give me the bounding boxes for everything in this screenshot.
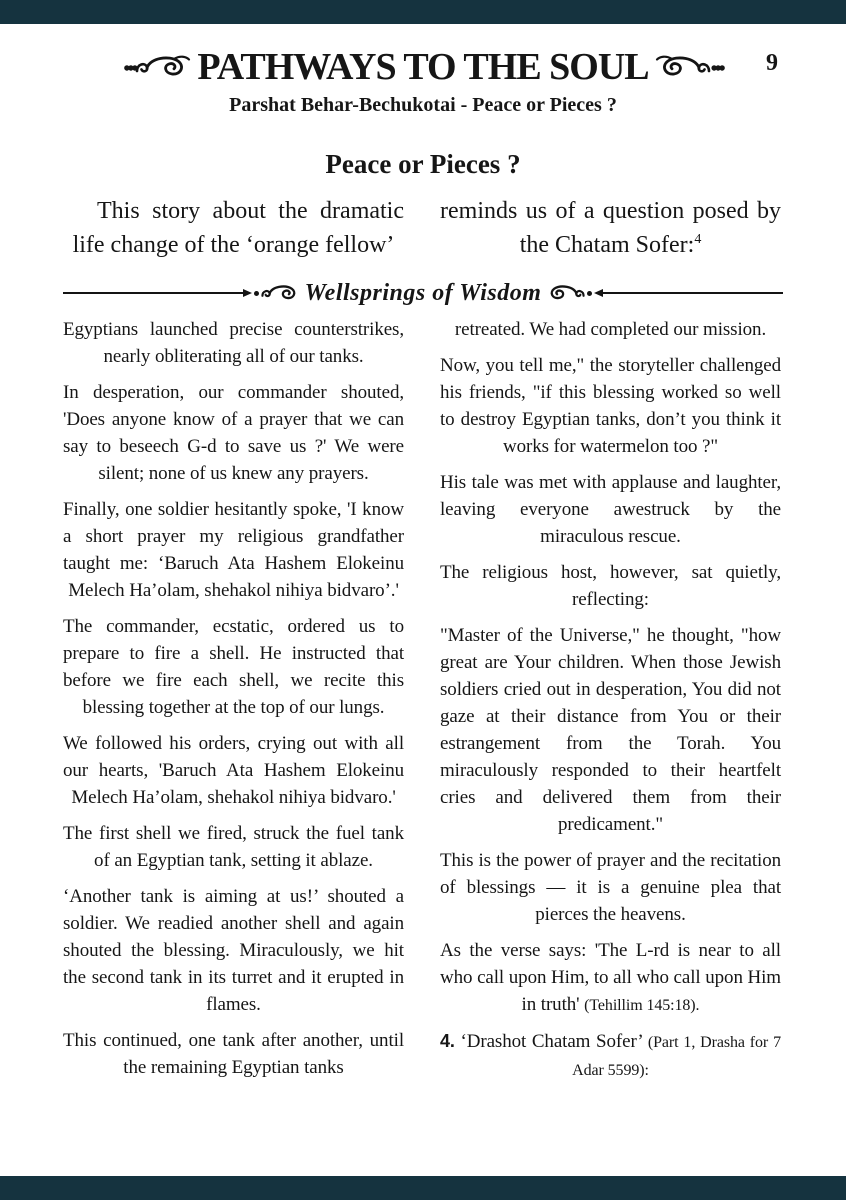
footnote-paragraph <box>440 1028 781 1084</box>
story-paragraph: "Master of the Universe," he thought, "how great are Your children. When those Jewish soldiers cried out in desperation, You did not gaze at their distance from You or their estrangement from the Torah. You miraculously responded to their heartfelt cries and delivered them from their predicament." <box>440 625 781 835</box>
flourish-dots-icon <box>123 56 135 79</box>
story-paragraph: This is the power of prayer and the recitation of blessings — it is a genuine plea that pierces the heavens. <box>440 850 781 925</box>
story-paragraph: Now, you tell me," the storyteller challenged his friends, "if this blessing worked so well to destroy Egyptian tanks, don’t you think it works for watermelon too ?" <box>440 355 781 457</box>
intro-right-paragraph <box>440 194 781 262</box>
page-top-edge <box>0 0 846 24</box>
divider-dot-icon <box>587 291 592 296</box>
verse-text: As the verse says: 'The L-rd is near to all who call upon Him, to all who call upon Him in truth' <box>440 940 781 1015</box>
story-paragraph: We followed his orders, crying out with all our hearts, 'Baruch Ata Hashem Elokeinu Melech Ha’olam, shehakol nihiya bidvaro.' <box>63 733 404 808</box>
story-paragraph: The commander, ecstatic, ordered us to prepare to fire a shell. He instructed that before we fire each shell, we recite this blessing together at the top of our lungs. <box>63 616 404 718</box>
footnote-detail: (Part 1, Drasha for 7 Adar 5599): <box>572 1034 781 1079</box>
intro-columns <box>63 194 783 262</box>
header-flourish-right-icon <box>655 54 723 80</box>
publication-title: PATHWAYS TO THE SOUL <box>197 46 649 88</box>
divider-arrow-right-icon <box>594 289 603 297</box>
story-columns <box>63 316 783 1093</box>
intro-right-text: reminds us of a question posed by the Chatam Sofer: <box>440 198 781 258</box>
header-flourish-left-icon <box>123 54 191 80</box>
story-paragraph: ‘Another tank is aiming at us!’ shouted a soldier. We readied another shell and again shouted the blessing. Miraculously, we hit the second tank in its turret and it erupted in flames. <box>63 886 404 1015</box>
divider-rule-left <box>63 292 243 294</box>
footnote-title: ‘Drashot Chatam Sofer’ <box>460 1031 648 1052</box>
footnote-reference: 4 <box>694 232 702 247</box>
story-paragraph: The religious host, however, sat quietly, reflecting: <box>440 562 781 610</box>
divider-dot-icon <box>254 291 259 296</box>
intro-left-paragraph: This story about the dramatic life change of the ‘orange fellow’ <box>72 198 404 258</box>
story-paragraph: Egyptians launched precise counterstrikes, nearly obliterating all of our tanks. <box>63 319 404 367</box>
story-column-right <box>440 316 781 1093</box>
divider-rule-right <box>603 292 783 294</box>
issue-subtitle: Parshat Behar-Bechukotai - Peace or Pieces ? <box>229 94 617 116</box>
story-column-left <box>63 316 404 1093</box>
story-paragraph: In desperation, our commander shouted, 'Does anyone know of a prayer that we can say to beseech G-d to save us ?' We were silent; none of us knew any prayers. <box>63 382 404 484</box>
footnote-marker: 4. <box>440 1031 455 1051</box>
page-number: 9 <box>766 50 778 76</box>
verse-paragraph <box>440 937 781 1019</box>
divider-flourish-left-icon <box>261 282 301 304</box>
story-paragraph: His tale was met with applause and laughter, leaving everyone awestruck by the miraculous rescue. <box>440 472 781 547</box>
story-paragraph: The first shell we fired, struck the fuel tank of an Egyptian tank, setting it ablaze. <box>63 823 404 871</box>
flourish-dots-icon <box>711 56 723 79</box>
divider-flourish-right-icon <box>545 282 585 304</box>
masthead <box>63 44 783 90</box>
section-title: Peace or Pieces ? <box>325 149 521 179</box>
verse-citation: (Tehillim 145:18). <box>584 997 700 1014</box>
divider-arrow-left-icon <box>243 289 252 297</box>
story-paragraph: retreated. We had completed our mission. <box>454 319 767 340</box>
story-paragraph: This continued, one tank after another, until the remaining Egyptian tanks <box>63 1030 404 1078</box>
section-divider <box>63 278 783 308</box>
divider-label: Wellsprings of Wisdom <box>304 279 542 306</box>
page-bottom-edge <box>0 1176 846 1200</box>
story-paragraph: Finally, one soldier hesitantly spoke, 'I know a short prayer my religious grandfather taught me: ‘Baruch Ata Hashem Elokeinu Melech Ha’olam, shehakol nihiya bidvaro’.' <box>63 499 404 601</box>
